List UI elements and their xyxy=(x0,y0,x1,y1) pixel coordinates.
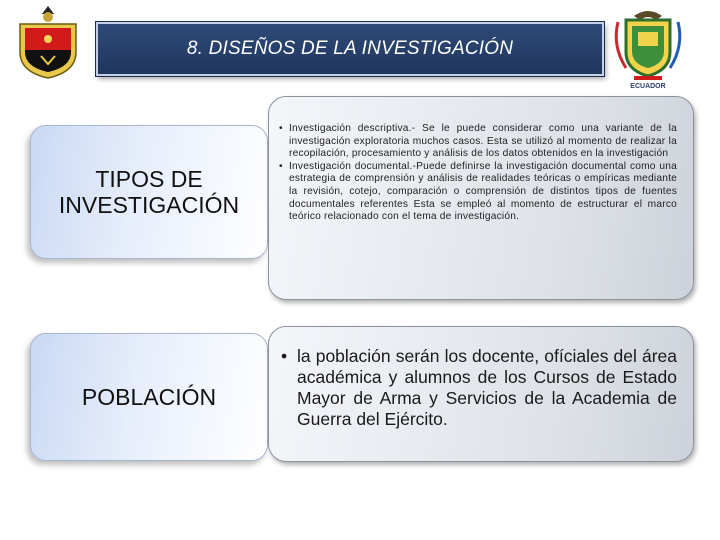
title-bar xyxy=(96,22,604,76)
bullet-list xyxy=(269,327,693,430)
section-label: POBLACIÓN xyxy=(81,383,217,410)
label-tipos-investigacion xyxy=(30,125,268,259)
ecuador-caption: ECUADOR xyxy=(630,83,666,90)
section-label: TIPOS DE INVESTIGACIÓN xyxy=(58,165,240,218)
list-item xyxy=(281,346,677,430)
bullet-text: la población serán los docente, ofíciales del área académica y alumnos de los Cursos de Estado Mayor de Arma y Servicios de la Academia de Guerra del Ejército. xyxy=(297,346,677,429)
page-title: 8. DISEÑOS DE LA INVESTIGACIÓN xyxy=(186,38,514,59)
content-poblacion xyxy=(268,326,694,462)
bullet-icon: • xyxy=(279,160,283,172)
bullet-icon: • xyxy=(279,123,283,134)
bullet-icon: • xyxy=(281,346,288,366)
list-item xyxy=(279,123,677,161)
bullet-list xyxy=(269,97,693,224)
bullet-text: Investigación documental.-Puede definirse la investigación documental como una estrategia de comprensión y análisis de realidades teóricas o empíricas mediante la revisión, cotejo, comparación o comprensión de distintos tipos de fuentes documentales referentes Esta se empleó al momento de estructurar el marco teórico relacionado con el tema de investigación. xyxy=(289,160,677,223)
list-item xyxy=(279,161,677,224)
ecuador-coat-of-arms-logo xyxy=(604,6,692,90)
bullet-text: Investigación descriptiva.- Se le puede considerar como una variante de la investigación exploratoria muchos casos. Esta se utilizó al momento de realizar la recopilación, procesamiento y análisis de los datos obtenidos en la investigación xyxy=(289,123,677,160)
label-poblacion xyxy=(30,333,268,461)
academy-crest-logo xyxy=(14,4,82,80)
content-tipos-investigacion xyxy=(268,96,694,300)
